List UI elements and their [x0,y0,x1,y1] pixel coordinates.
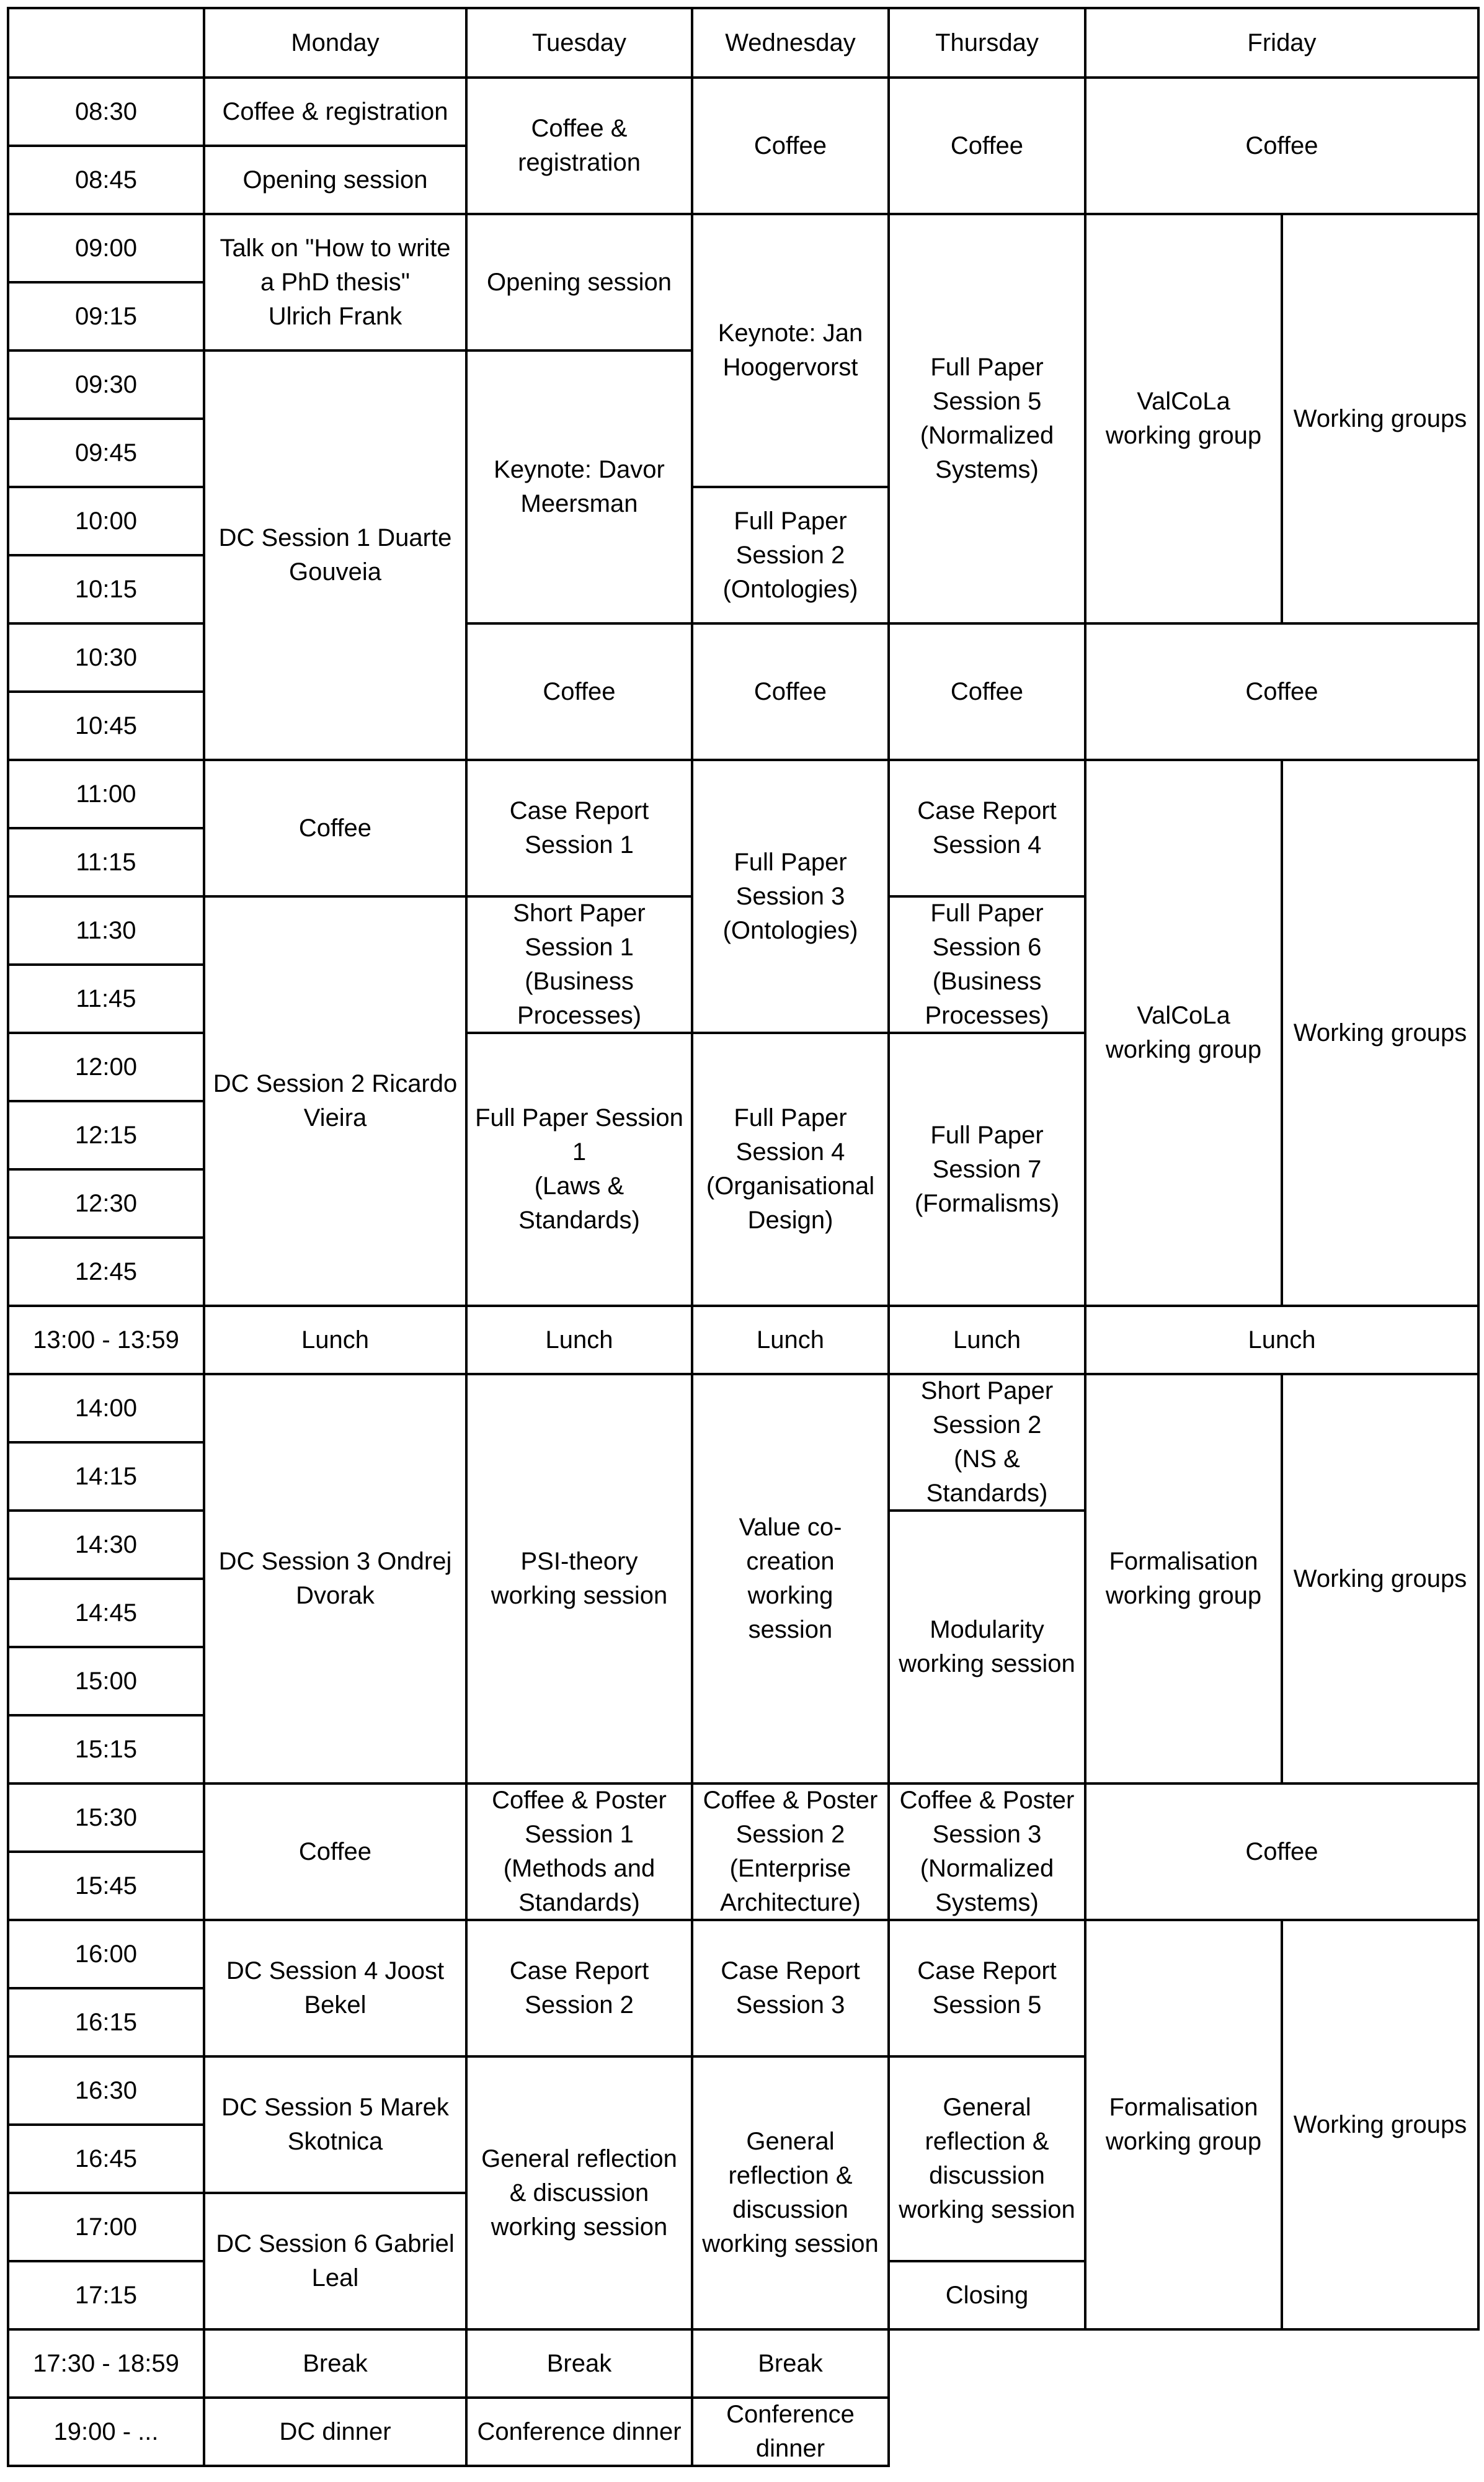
time-slot: 19:00 - ... [7,2396,205,2467]
day-header-tuesday: Tuesday [465,7,693,79]
session-cell: Coffee [203,1782,468,1921]
time-slot: 13:00 - 13:59 [7,1305,205,1375]
time-slot: 12:00 [7,1032,205,1102]
time-slot: 17:15 [7,2260,205,2331]
session-cell: Coffee [691,76,890,215]
time-slot: 10:45 [7,690,205,761]
day-header-wednesday: Wednesday [691,7,890,79]
session-cell: Case Report Session 2 [465,1919,693,2058]
session-cell: Break [691,2328,890,2399]
time-slot: 15:15 [7,1714,205,1785]
time-slot: 16:15 [7,1987,205,2058]
session-cell: ValCoLa working group [1084,213,1283,625]
time-slot: 09:45 [7,417,205,488]
session-cell: DC Session 5 Marek Skotnica [203,2055,468,2194]
session-cell: Short Paper Session 2 (NS & Standards) [887,1373,1086,1512]
session-cell: Closing [887,2260,1086,2331]
day-header-friday: Friday [1084,7,1480,79]
session-cell: Coffee [1084,76,1480,215]
time-slot: 11:15 [7,827,205,898]
day-header-monday: Monday [203,7,468,79]
session-cell: Full Paper Session 6 (Business Processes) [887,895,1086,1034]
time-slot: 11:45 [7,963,205,1034]
time-slot: 14:30 [7,1509,205,1580]
session-cell: Coffee & Poster Session 2 (Enterprise Architecture) [691,1782,890,1921]
session-cell: Lunch [203,1305,468,1375]
time-slot: 12:30 [7,1168,205,1239]
session-cell: DC Session 4 Joost Bekel [203,1919,468,2058]
session-cell: General reflection & discussion working session [887,2055,1086,2262]
session-cell: Lunch [691,1305,890,1375]
session-cell: Break [203,2328,468,2399]
session-cell: Coffee [1084,1782,1480,1921]
time-slot: 17:30 - 18:59 [7,2328,205,2399]
time-slot: 14:00 [7,1373,205,1444]
session-cell: Break [465,2328,693,2399]
time-slot: 12:15 [7,1100,205,1171]
session-cell: Working groups [1281,1373,1480,1785]
time-slot: 08:30 [7,76,205,147]
session-cell: DC Session 1 Duarte Gouveia [203,349,468,761]
session-cell: ValCoLa working group [1084,759,1283,1307]
session-cell: Keynote: Davor Meersman [465,349,693,625]
time-slot: 15:30 [7,1782,205,1853]
time-slot: 11:00 [7,759,205,829]
session-cell: Working groups [1281,1919,1480,2331]
session-cell: Opening session [203,145,468,215]
time-slot: 10:00 [7,486,205,556]
session-cell: Working groups [1281,213,1480,625]
time-slot: 08:45 [7,145,205,215]
session-cell: Full Paper Session 7 (Formalisms) [887,1032,1086,1307]
session-cell: PSI-theory working session [465,1373,693,1785]
session-cell: Talk on "How to write a PhD thesis" Ulrich Frank [203,213,468,352]
session-cell: Conference dinner [465,2396,693,2467]
session-cell: Formalisation working group [1084,1373,1283,1785]
session-cell: Coffee & Poster Session 3 (Normalized Systems) [887,1782,1086,1921]
session-cell: Conference dinner [691,2396,890,2467]
time-slot: 16:00 [7,1919,205,1989]
session-cell: Case Report Session 5 [887,1919,1086,2058]
time-slot: 17:00 [7,2192,205,2262]
session-cell: Lunch [887,1305,1086,1375]
session-cell: Full Paper Session 1 (Laws & Standards) [465,1032,693,1307]
session-cell: Lunch [1084,1305,1480,1375]
time-slot: 11:30 [7,895,205,966]
session-cell: Formalisation working group [1084,1919,1283,2331]
time-slot: 14:45 [7,1578,205,1648]
session-cell: Case Report Session 1 [465,759,693,898]
session-cell: Full Paper Session 4 (Organisational Design) [691,1032,890,1307]
session-cell: Coffee & Poster Session 1 (Methods and Standards) [465,1782,693,1921]
time-slot: 16:30 [7,2055,205,2126]
session-cell: DC Session 2 Ricardo Vieira [203,895,468,1307]
time-slot: 15:45 [7,1850,205,1921]
session-cell: Coffee [887,622,1086,761]
session-cell: Case Report Session 3 [691,1919,890,2058]
time-slot: 12:45 [7,1236,205,1307]
session-cell: Full Paper Session 3 (Ontologies) [691,759,890,1034]
time-slot: 10:15 [7,554,205,625]
time-slot: 09:30 [7,349,205,420]
time-slot: 15:00 [7,1646,205,1716]
session-cell: Lunch [465,1305,693,1375]
session-cell: DC Session 3 Ondrej Dvorak [203,1373,468,1785]
session-cell: DC dinner [203,2396,468,2467]
time-slot: 09:15 [7,281,205,352]
session-cell: Short Paper Session 1 (Business Processes) [465,895,693,1034]
session-cell: General reflection & discussion working session [691,2055,890,2331]
session-cell: Keynote: Jan Hoogervorst [691,213,890,488]
session-cell: Coffee [203,759,468,898]
session-cell: DC Session 6 Gabriel Leal [203,2192,468,2331]
time-slot: 14:15 [7,1441,205,1512]
session-cell: Modularity working session [887,1509,1086,1785]
session-cell: Coffee [691,622,890,761]
day-header-thursday: Thursday [887,7,1086,79]
session-cell: Coffee & registration [465,76,693,215]
corner-cell [7,7,205,79]
session-cell: Full Paper Session 5 (Normalized Systems) [887,213,1086,625]
session-cell: Coffee [887,76,1086,215]
session-cell: Coffee [1084,622,1480,761]
session-cell: Opening session [465,213,693,352]
session-cell: Case Report Session 4 [887,759,1086,898]
time-slot: 16:45 [7,2123,205,2194]
session-cell: Coffee & registration [203,76,468,147]
time-slot: 09:00 [7,213,205,283]
time-slot: 10:30 [7,622,205,693]
session-cell: Working groups [1281,759,1480,1307]
session-cell: General reflection & discussion working session [465,2055,693,2331]
session-cell: Value co- creation working session [691,1373,890,1785]
session-cell: Full Paper Session 2 (Ontologies) [691,486,890,625]
session-cell: Coffee [465,622,693,761]
